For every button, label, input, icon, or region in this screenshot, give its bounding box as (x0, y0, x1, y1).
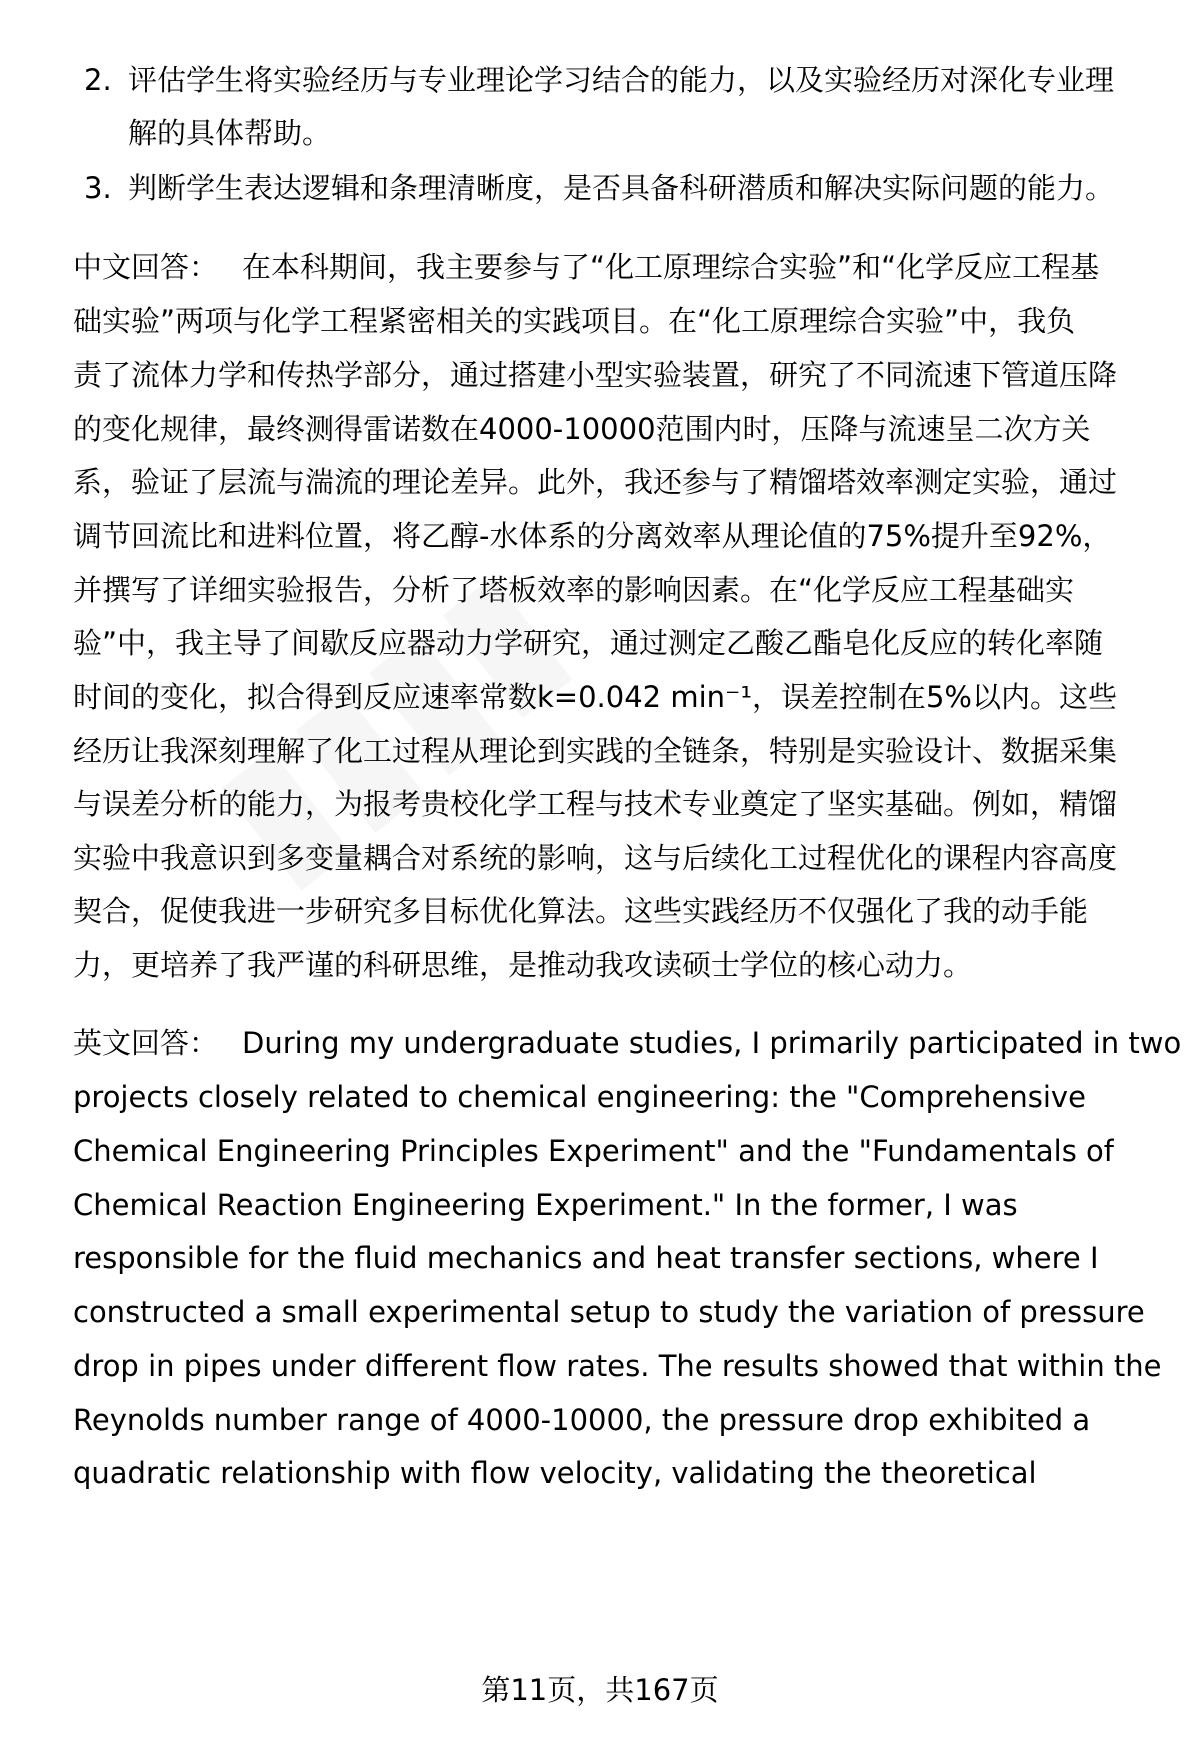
english-answer-line: Reynolds number range of 4000-10000, the pressure drop exhibited a (73, 1403, 1091, 1437)
list-text: 评估学生将实验经历与专业理论学习结合的能力，以及实验经历对深化专业理 (128, 63, 1115, 97)
page-number: 第11页，共167页 (481, 1673, 719, 1707)
english-answer-first-line (73, 1023, 1181, 1063)
list-number: 3. (84, 171, 112, 205)
list-item-continuation: 解的具体帮助。 (128, 116, 332, 150)
list-item (84, 60, 1114, 100)
english-answer-label: 英文回答： (73, 1026, 219, 1060)
chinese-answer-line: 的变化规律，最终测得雷诺数在4000-10000范围内时，压降与流速呈二次方关 (73, 412, 1091, 446)
chinese-answer-line: 调节回流比和进料位置，将乙醇-水体系的分离效率从理论值的75%提升至92%， (73, 519, 1112, 553)
list-item (84, 168, 1114, 208)
chinese-answer-label: 中文回答： (73, 250, 219, 284)
english-answer-line: constructed a small experimental setup to study the variation of pressure (73, 1295, 1145, 1329)
english-answer-line: projects closely related to chemical engineering: the "Comprehensive (73, 1080, 1086, 1114)
chinese-answer-line: 础实验”两项与化学工程紧密相关的实践项目。在“化工原理综合实验”中，我负 (73, 304, 1076, 338)
chinese-answer-line: 责了流体力学和传热学部分，通过搭建小型实验装置，研究了不同流速下管道压降 (73, 358, 1118, 392)
chinese-answer-line: 并撰写了详细实验报告，分析了塔板效率的影响因素。在“化学反应工程基础实 (73, 573, 1075, 607)
english-answer-line: Chemical Reaction Engineering Experiment." In the former, I was (73, 1188, 1018, 1222)
english-answer-line: drop in pipes under different flow rates. The results showed that within the (73, 1349, 1162, 1383)
chinese-answer-line: 力，更培养了我严谨的科研思维，是推动我攻读硕士学位的核心动力。 (73, 948, 973, 982)
chinese-answer-line: 实验中我意识到多变量耦合对系统的影响，这与后续化工过程优化的课程内容高度 (73, 841, 1118, 875)
english-answer-line: Chemical Engineering Principles Experiment" and the "Fundamentals of (73, 1134, 1114, 1168)
english-answer-text: During my undergraduate studies, I primarily participated in two (242, 1026, 1182, 1060)
chinese-answer-line: 系，验证了层流与湍流的理论差异。此外，我还参与了精馏塔效率测定实验，通过 (73, 465, 1118, 499)
chinese-answer-text: 在本科期间，我主要参与了“化工原理综合实验”和“化学反应工程基 (242, 250, 1100, 284)
english-answer-line: quadratic relationship with flow velocity, validating the theoretical (73, 1456, 1037, 1490)
chinese-answer-line: 契合，促使我进一步研究多目标优化算法。这些实践经历不仅强化了我的动手能 (73, 894, 1089, 928)
chinese-answer-line: 验”中，我主导了间歇反应器动力学研究，通过测定乙酸乙酯皂化反应的转化率随 (73, 626, 1104, 660)
list-number: 2. (84, 63, 112, 97)
chinese-answer-first-line (73, 247, 1099, 287)
chinese-answer-line: 与误差分析的能力，为报考贵校化学工程与技术专业奠定了坚实基础。例如，精馏 (73, 787, 1118, 821)
chinese-answer-line: 时间的变化，拟合得到反应速率常数k=0.042 min⁻¹，误差控制在5%以内。这些 (73, 680, 1117, 714)
chinese-answer-line: 经历让我深刻理解了化工过程从理论到实践的全链条，特别是实验设计、数据采集 (73, 734, 1118, 768)
list-text: 判断学生表达逻辑和条理清晰度，是否具备科研潜质和解决实际问题的能力。 (128, 171, 1115, 205)
english-answer-line: responsible for the fluid mechanics and heat transfer sections, where I (73, 1241, 1099, 1275)
